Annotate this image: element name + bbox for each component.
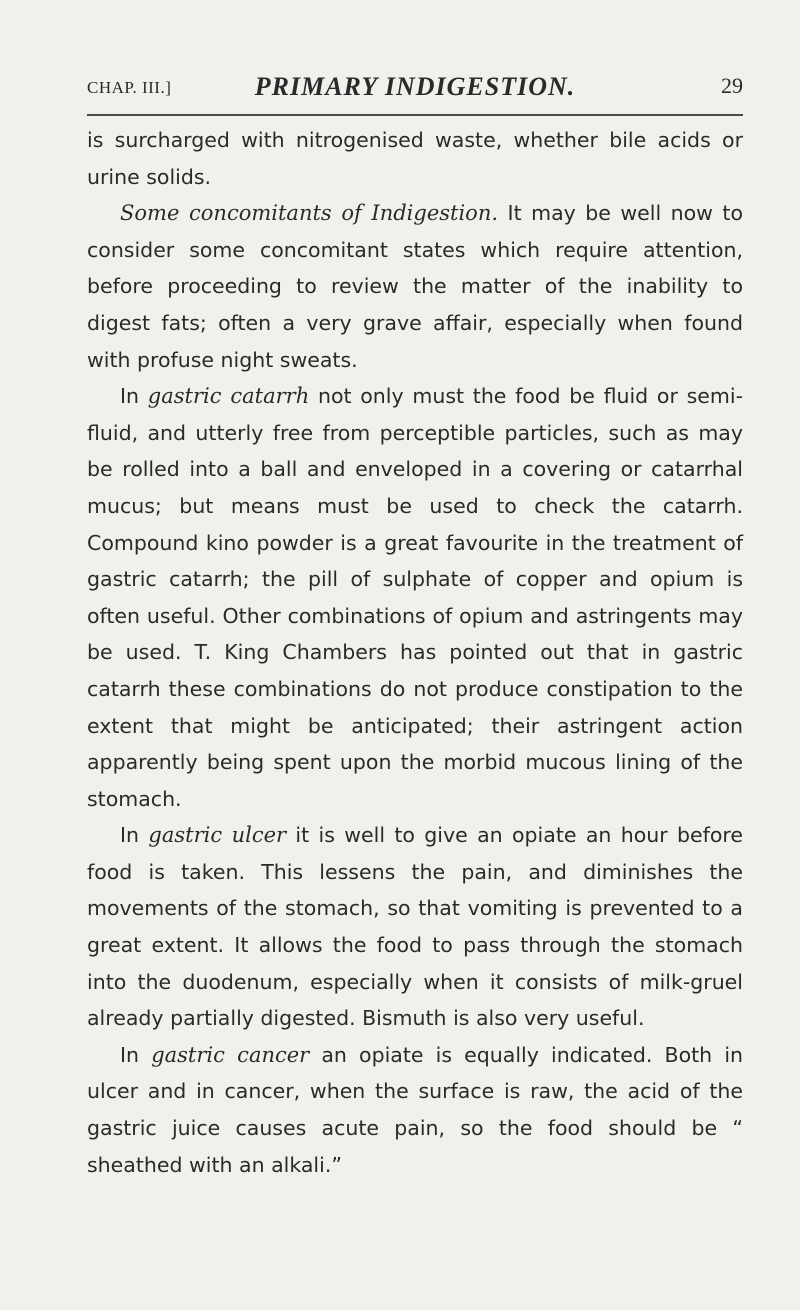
paragraph-gastric-catarrh <box>87 378 743 817</box>
paragraph-lead: In <box>120 823 149 848</box>
term-gastric-catarrh: gastric catarrh <box>147 384 310 409</box>
paragraph-text: is surcharged with nitrogenised waste, whether bile acids or urine solids. <box>87 128 743 189</box>
running-head <box>87 72 743 108</box>
paragraph-gastric-cancer <box>87 1037 743 1183</box>
paragraph-text: not only must the food be fluid or semi-fluid, and utterly free from perceptible particles, such as may be rolled into a ball and enveloped in a covering or catarrhal mucus; but means must be used to check the catarrh. Compound kino powder is a great favourite in the treatment of gastric catarrh; the pill of sulphate of copper and opium is often useful. Other combinations of opium and astringents may be used. T. King Chambers has pointed out that in gastric catarrh these combinations do not produce constipation to the extent that might be anticipated; their astringent action apparently being spent upon the morbid mucous lining of the stomach. <box>87 384 743 811</box>
paragraph-text: an opiate is equally indicated. Both in ulcer and in cancer, when the surface is raw, the acid of the gastric juice causes acute pain, so the food should be “ sheathed with an alkali.” <box>87 1042 744 1177</box>
chapter-label: CHAP. III.] <box>87 78 172 97</box>
page-number: 29 <box>721 73 743 98</box>
paragraph-gastric-ulcer <box>87 817 743 1037</box>
term-gastric-ulcer: gastric ulcer <box>148 823 287 848</box>
term-gastric-cancer: gastric cancer <box>151 1042 310 1067</box>
paragraph-concomitants <box>87 195 743 378</box>
paragraph-lead: In <box>120 384 148 409</box>
body-text <box>87 122 743 1183</box>
section-heading: Some concomitants of Indigestion. <box>120 201 499 226</box>
page-title: PRIMARY INDIGESTION. <box>254 72 576 101</box>
paragraph-text: it is well to give an opiate an hour before food is taken. This lessens the pain, and diminishes the movements of the stomach, so that vomiting is prevented to a great extent. It allows the food to pass through the stomach into the duodenum, especially when it consists of milk-gruel already partially digested. Bismuth is also very useful. <box>87 823 744 1031</box>
paragraph-lead: In <box>120 1042 152 1067</box>
paragraph-continuation <box>87 122 743 195</box>
header-rule <box>87 114 743 116</box>
paragraph-text: It may be well now to consider some concomitant states which require attention, before proceeding to review the matter of the inability to digest fats; often a very grave affair, especially when found with profuse night sweats. <box>87 201 743 372</box>
